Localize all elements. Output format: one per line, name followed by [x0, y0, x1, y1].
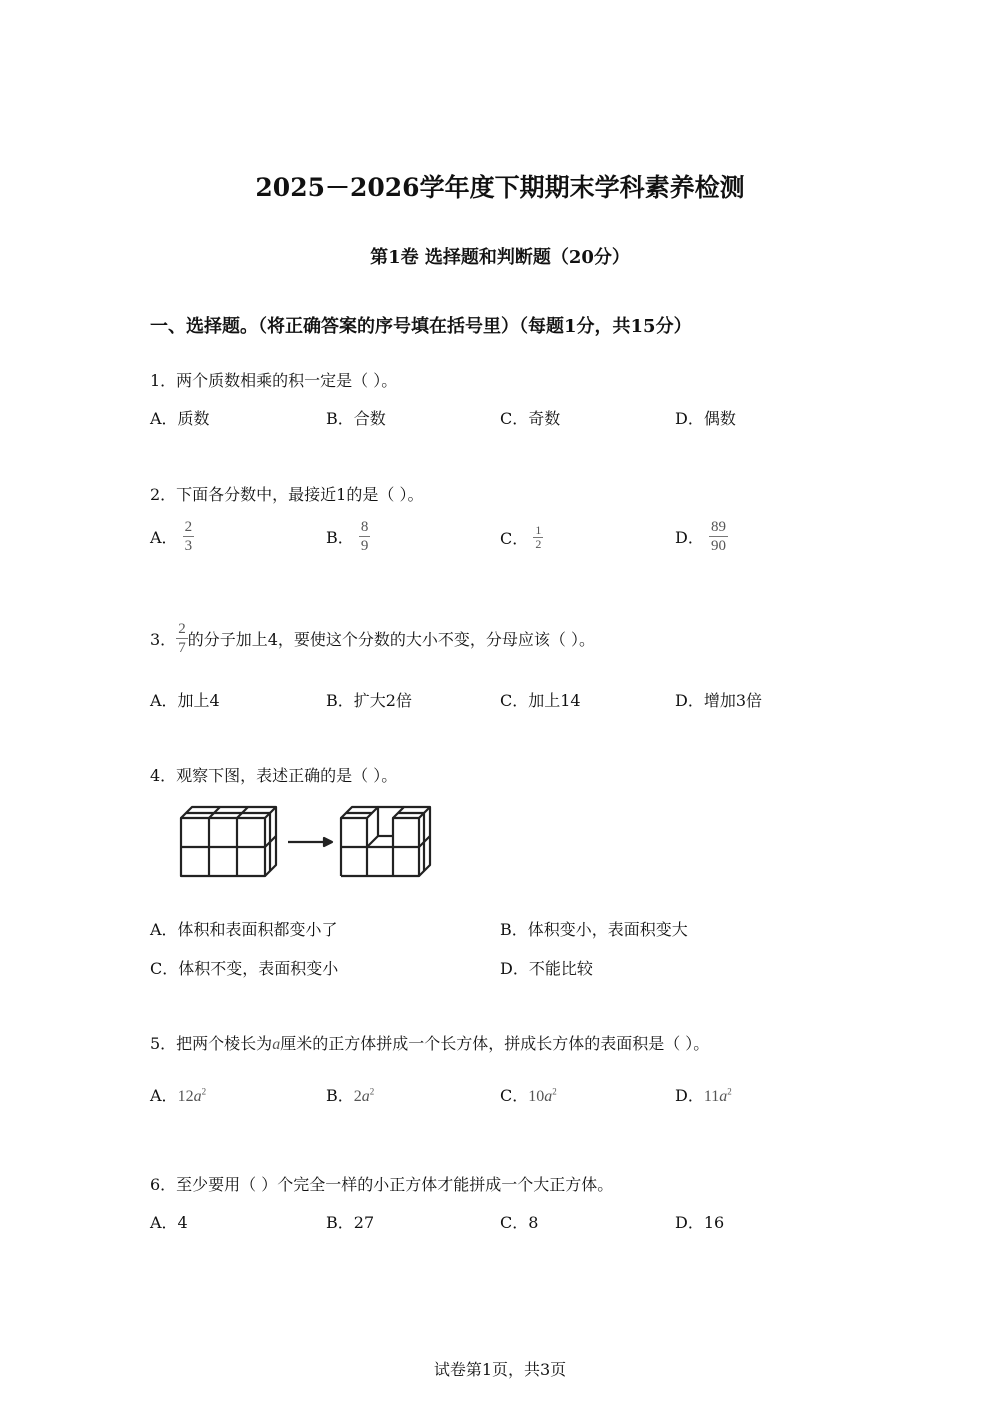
q5-option-d-expr: $11a^2$ — [703, 1086, 732, 1105]
q2-option-a-fraction: $\frac{2}{3}$ — [184, 519, 193, 554]
q3-option-a: A．加上4 — [150, 691, 220, 710]
section-heading: 一、选择题。（将正确答案的序号填在括号里）（每题1分，共15分） — [150, 316, 692, 337]
q3-fraction: $\frac{2}{7}$ — [178, 621, 186, 656]
q2-option-c-label: C． — [500, 529, 529, 548]
q1-option-c: C．奇数 — [500, 409, 561, 428]
q3-option-b: B．扩大2倍 — [326, 691, 412, 710]
question-2-stem: 2．下面各分数中，最接近1的是（ ）。 — [150, 485, 424, 504]
question-5-stem — [150, 1031, 709, 1054]
q1-option-d: D．偶数 — [675, 409, 736, 428]
q2-option-b-label: B． — [326, 528, 354, 547]
q5-option-c-expr: $10a^2$ — [528, 1086, 557, 1105]
question-3-stem — [150, 620, 595, 657]
page-footer: 试卷第1页，共3页 — [433, 1360, 567, 1379]
q6-option-d: D．16 — [675, 1213, 725, 1232]
q2-option-b — [326, 518, 370, 555]
q5-option-a — [150, 1083, 206, 1106]
question-1-stem: 1．两个质数相乘的积一定是（ ）。 — [150, 371, 398, 390]
page-title: 2025－2026学年度下期期末学科素养检测 — [255, 173, 745, 202]
q1-option-b: B．合数 — [326, 409, 386, 428]
q5-stem-part-2: 厘米的正方体拼成一个长方体，拼成长方体的表面积是（ ）。 — [280, 1034, 710, 1053]
cube-figure — [178, 802, 440, 882]
q5-stem-part-1: 5．把两个棱长为 — [150, 1034, 273, 1053]
q2-option-d-fraction: $\frac{89}{90}$ — [710, 519, 726, 554]
paper-subtitle: 第1卷 选择题和判断题（20分） — [370, 247, 630, 268]
q5-option-b-label: B． — [326, 1086, 354, 1105]
q3-option-d: D．增加3倍 — [675, 691, 763, 710]
q6-option-c: C．8 — [500, 1213, 539, 1232]
q5-option-d-label: D． — [675, 1086, 704, 1105]
q3-number: 3． — [150, 630, 177, 649]
q2-option-a — [150, 518, 194, 555]
q5-option-a-label: A． — [150, 1086, 178, 1105]
q2-option-a-label: A． — [150, 528, 178, 547]
q1-option-a: A．质数 — [150, 409, 210, 428]
q5-option-a-expr: $12a^2$ — [177, 1086, 207, 1105]
q2-option-d-label: D． — [675, 528, 704, 547]
q2-option-c — [500, 524, 543, 551]
q3-option-c: C．加上14 — [500, 691, 581, 710]
q5-variable: a — [272, 1036, 281, 1053]
q2-option-c-fraction: $\frac{1}{2}$ — [535, 523, 542, 551]
q5-option-b — [326, 1083, 374, 1106]
q4-option-b: B．体积变小，表面积变大 — [500, 920, 688, 939]
q5-option-b-expr: $2a^2$ — [353, 1086, 375, 1105]
q3-stem-text: 的分子加上4，要使这个分数的大小不变，分母应该（ ）。 — [187, 630, 595, 649]
q2-option-d — [675, 518, 728, 555]
q6-option-a: A．4 — [150, 1213, 188, 1232]
q4-option-c: C．体积不变，表面积变小 — [150, 959, 339, 978]
q5-option-c — [500, 1083, 557, 1106]
q4-option-d: D．不能比较 — [500, 959, 593, 978]
question-4-stem: 4．观察下图，表述正确的是（ ）。 — [150, 766, 398, 785]
q6-option-b: B．27 — [326, 1213, 375, 1232]
question-6-stem: 6．至少要用（ ）个完全一样的小正方体才能拼成一个大正方体。 — [150, 1175, 614, 1194]
q4-option-a: A．体积和表面积都变小了 — [150, 920, 338, 939]
q2-option-b-fraction: $\frac{8}{9}$ — [360, 519, 369, 554]
q5-option-c-label: C． — [500, 1086, 529, 1105]
q5-option-d — [675, 1083, 732, 1106]
